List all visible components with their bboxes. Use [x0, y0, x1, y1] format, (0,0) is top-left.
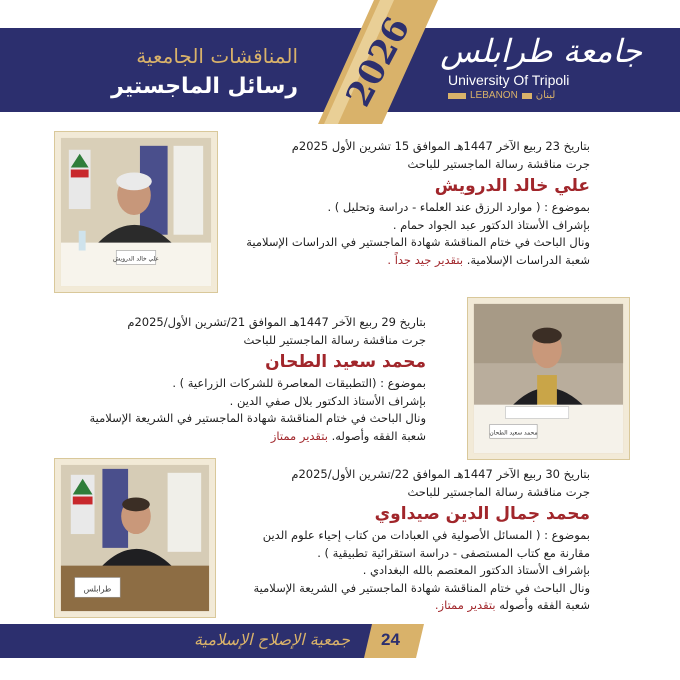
entry-1-supervisor: بإشراف الأستاذ الدكتور عبد الجواد حمام .: [392, 217, 590, 232]
entry-1-branch: شعبة الدراسات الإسلامية.: [466, 252, 590, 267]
logo-lebanon: [448, 90, 555, 101]
logo-arabic: جامعة طرابلس: [440, 32, 642, 70]
entry-1-intro: جرت مناقشة رسالة الماجستير للباحث: [407, 156, 590, 171]
entry-2-date: بتاريخ 29 ربيع الآخر 1447هـ الموافق 21/تشرين الأول/2025م: [127, 315, 426, 329]
photo-2-illustration: [468, 298, 629, 459]
section-title: المناقشات الجامعية: [136, 44, 298, 68]
logo-english: University Of Tripoli: [448, 72, 570, 88]
footer-organization: جمعية الإصلاح الإسلامية: [194, 630, 350, 649]
entry-3-grade: بتقدير ممتاز.: [434, 598, 496, 612]
page-footer: [0, 624, 680, 658]
entry-2-branch: شعبة الفقه وأصوله.: [331, 428, 426, 443]
entry-2-supervisor: بإشراف الأستاذ الدكتور بلال صفي الدين .: [229, 393, 426, 408]
logo-bar-mid: [522, 93, 532, 99]
entry-3-branch: شعبة الفقه وأصوله: [499, 598, 590, 612]
entry-3-intro: جرت مناقشة رسالة الماجستير للباحث: [407, 484, 590, 499]
entry-1-name: علي خالد الدرويش: [434, 176, 590, 196]
entry-3-name: محمد جمال الدين صيداوي: [374, 504, 590, 524]
entry-3-topic-line-1: بموضوع : ( المسائل الأصولية في العبادات من كتاب إحياء علوم الدين: [262, 528, 590, 542]
entry-2: [26, 314, 426, 445]
logo-lebanon-en: LEBANON: [470, 90, 518, 101]
year-badge: 2026: [338, 10, 418, 114]
entry-1-degree: ونال الباحث في ختام المناقشة شهادة الماجستير في الدراسات الإسلامية: [246, 235, 590, 249]
logo-lebanon-ar: لبنان: [535, 90, 556, 101]
entry-2-topic: بموضوع : (التطبيقات المعاصرة للشركات الزراعية ) .: [172, 376, 426, 390]
nameplate-1: علي خالد الدرويش: [113, 256, 159, 263]
nameplate-2: محمد سعيد الطحان: [489, 430, 538, 437]
nameplate-3: طرابلس: [83, 584, 112, 594]
entry-1: [210, 138, 590, 269]
page-number: 24: [381, 630, 400, 649]
entry-1-date: بتاريخ 23 ربيع الآخر 1447هـ الموافق 15 تشرين الأول 2025م: [291, 139, 590, 153]
page-header: [0, 0, 680, 112]
entry-2-degree: ونال الباحث في ختام المناقشة شهادة الماجستير في الشريعة الإسلامية: [89, 411, 426, 425]
entry-3-date: بتاريخ 30 ربيع الآخر 1447هـ الموافق 22/تشرين الأول/2025م: [291, 467, 590, 481]
photo-researcher-1: [54, 131, 218, 293]
entry-2-grade: بتقدير ممتاز: [270, 428, 328, 443]
university-logo: [440, 32, 660, 106]
entry-3: [170, 466, 590, 615]
entry-1-branch-line: [210, 252, 590, 270]
entry-1-grade: بتقدير جيد جداً .: [387, 252, 464, 267]
entry-2-name: محمد سعيد الطحان: [265, 352, 426, 372]
entry-3-supervisor: بإشراف الأستاذ الدكتور المعتصم بالله البغدادي .: [362, 563, 590, 577]
entry-1-topic: بموضوع : ( موارد الرزق عند العلماء - دراسة وتحليل ) .: [327, 200, 590, 214]
entry-3-degree: ونال الباحث في ختام المناقشة شهادة الماجستير في الشريعة الإسلامية: [253, 580, 590, 595]
entry-2-branch-line: [26, 428, 426, 446]
entry-3-topic-line-2: مقارنة مع كتاب المستصفى - دراسة استقرائية تطبيقية ) .: [317, 545, 590, 560]
section-subtitle: رسائل الماجستير: [111, 74, 298, 99]
logo-bar-left: [448, 93, 466, 99]
photo-researcher-2: [467, 297, 630, 460]
entry-3-branch-line: [170, 597, 590, 615]
entry-2-intro: جرت مناقشة رسالة الماجستير للباحث: [243, 332, 426, 347]
photo-1-illustration: [55, 132, 217, 292]
